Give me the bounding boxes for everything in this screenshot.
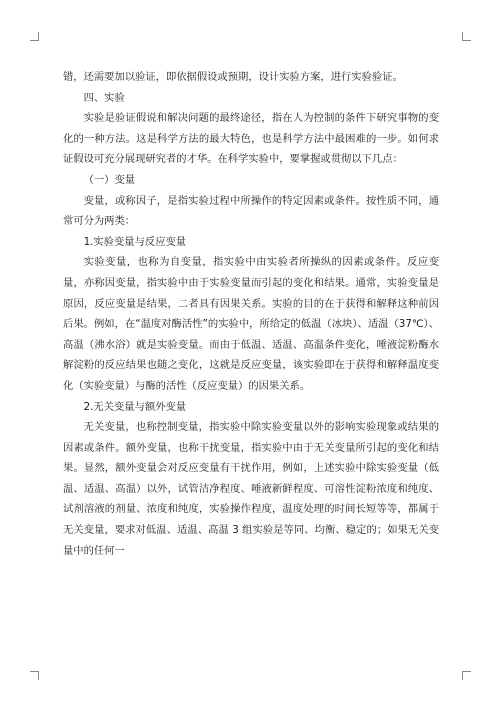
- crop-mark-bottom-right: [462, 671, 471, 680]
- item-heading-experimental-response: 1.实验变量与反应变量: [83, 235, 187, 248]
- item-heading-irrelevant-extraneous: 2.无关变量与额外变量: [83, 400, 187, 413]
- paragraph-variables-intro: 变量，或称因子，是指实验过程中所操作的特定因素或条件。按性质不同，通常可分为两类：: [63, 194, 439, 228]
- crop-mark-bottom-left: [30, 671, 39, 680]
- paragraph-irrelevant-extraneous: 无关变量，也称控制变量，指实验中除实验变量以外的影响实验现象或结果的因素或条件。额外变量，也称干扰变量，指实验中由于无关变量所引起的变化和结果。显然，额外变量会对反应变量有干扰作用，例如，上述实验中除实验变量（低温、适温、高温）以外，试管洁净程度、唾液新鲜程度、可溶性淀粉浓度和纯度、试剂溶液的剂量、浓度和纯度，实验操作程度，温度处理的时间长短等等，都属于无关变量，要求对低温、适温、高温 3 组实验是等同、均衡、稳定的；如果无关变量中的任何一: [63, 421, 439, 557]
- section-heading-experiment: 四、实验: [83, 91, 125, 104]
- document-body: [63, 67, 439, 561]
- paragraph-experimental-response: 实验变量，也称为自变量，指实验中由实验者所操纵的因素或条件。反应变量，亦称因变量，指实验中由于实验变量而引起的变化和结果。通常，实验变量是原因，反应变量是结果，二者具有因果关系。实验的目的在于获得和解释这种前因后果。例如，在“温度对酶活性”的实验中，所给定的低温（冰块）、适温（37℃）、高温（沸水浴）就是实验变量。而由于低温、适温、高温条件变化，唾液淀粉酶水解淀粉的反应结果也随之变化，这就是反应变量，该实验即在于获得和解释温度变化（实验变量）与酶的活性（反应变量）的因果关系。: [63, 256, 439, 392]
- paragraph-continuation: 错，还需要加以验证，即依据假设或预期，设计实验方案，进行实验验证。: [63, 71, 403, 83]
- paragraph-experiment-intro: 实验是验证假说和解决问题的最终途径，指在人为控制的条件下研究事物的变化的一种方法。这是科学方法的最大特色，也是科学方法中最困难的一步。如何求证假设可充分展现研究者的才华。在科学实验中，要掌握或贯彻以下几点：: [63, 112, 439, 166]
- crop-mark-top-left: [30, 32, 39, 41]
- crop-mark-top-right: [462, 32, 471, 41]
- subsection-heading-variables: （一）变量: [83, 173, 136, 186]
